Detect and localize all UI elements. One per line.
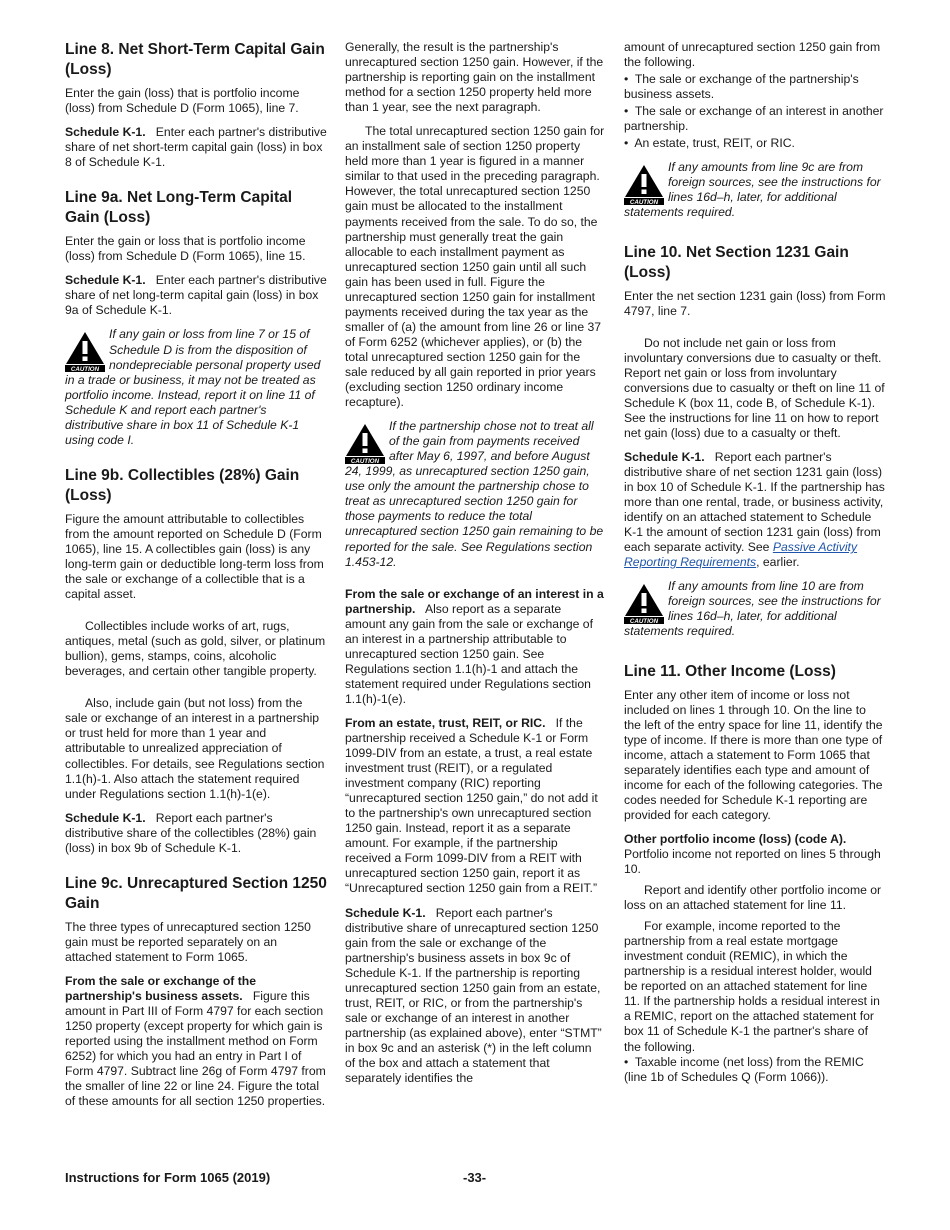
- paragraph: Also, include gain (but not loss) from the sale or exchange of an interest in a partnership or trust held for more than 1 year and attributable to unrealized appreciation of collectibles. For details, see Regulations section 1.1(h)-1. Also attach the statement required under Regulations section 1.1(h)-1(e).: [65, 696, 325, 801]
- heading-line-8: Line 8. Net Short-Term Capital Gain (Loss): [65, 41, 325, 78]
- schedule-k1-paragraph: [65, 811, 327, 856]
- caution-text: If any amounts from line 10 are from foreign sources, see the instructions for lines 16d–h, later, for additional statements required.: [624, 579, 881, 639]
- bullet-text: The sale or exchange of the partnership's business assets.: [624, 72, 859, 102]
- passive-activity-link[interactable]: Passive Activity Reporting Requirements: [624, 540, 858, 570]
- paragraph-text: Figure this amount in Part III of Form 4797 for each section 1250 property (except property for which gain is reported using the installment method on Form 6252) for which you had an entry in Part I of Form 4797. Subtract line 26g of Form 4797 from the smaller of line 22 or line 24. Figure the total of these amounts for all section 1250 properties.: [65, 988, 326, 1109]
- estate-paragraph: [345, 716, 605, 897]
- caution-icon: [65, 330, 105, 372]
- paragraph: Collectibles include works of art, rugs, antiques, metal (such as gold, silver, or platinum bullion), gems, stamps, coins, alcoholic beverages, and certain other tangible property.: [65, 619, 326, 679]
- heading-line-9a: Line 9a. Net Long-Term Capital Gain (Loss): [65, 189, 293, 227]
- paragraph: Do not include net gain or loss from involuntary conversions due to casualty or theft. Report net gain or loss from involuntary conversions due to casualty or theft on line 11 of Schedule K (box 11, code B, of Schedule K-1). See the instructions for line 11 on how to report net gain (loss) due to a casualty or theft.: [624, 335, 885, 440]
- lead-label: Schedule K-1.: [65, 125, 146, 140]
- heading-line-11: Line 11. Other Income (Loss): [624, 662, 836, 680]
- bullet-item: • The sale or exchange of an interest in another partnership.: [624, 104, 884, 134]
- lead-label: Other portfolio income (loss) (code A).: [624, 831, 847, 846]
- caution-icon: [345, 422, 385, 464]
- caution-text: If any gain or loss from line 7 or 15 of Schedule D is from the disposition of nondepreciable personal property used in a trade or business, it may not be treated as portfolio income. Instead, report it on line 11 of Schedule K and report each partner's distributive share in box 11 of Schedule K-1 using code I.: [65, 327, 321, 447]
- paragraph-text: Report each partner's distributive share of unrecaptured section 1250 gain from the sale or exchange of the partnership's business assets in box 9c of Schedule K-1. If the partnership is reporting unrecaptured section 1250 gain from an estate, trust, REIT, or RIC, or from the partnership's sale or exchange of an interest in another partnership (as explained above), enter “STMT” in box 9c and an asterisk (*) in the left column of the box and attach a statement that separately identifies the: [345, 905, 602, 1086]
- paragraph-text: Report each partner's distributive share of the collectibles (28%) gain (loss) in box 9b of Schedule K-1.: [65, 810, 317, 855]
- paragraph: Figure the amount attributable to collectibles from the amount reported on Schedule D (Form 1065), line 15. A collectibles gain (loss) is any long-term gain or deductible long-term loss from the sale or exchange of a collectible that is a capital asset.: [65, 511, 324, 602]
- heading-line-10: Line 10. Net Section 1231 Gain (Loss): [624, 243, 849, 281]
- bullet-item: • Taxable income (net loss) from the REMIC (line 1b of Schedules Q (Form 1066)).: [624, 1054, 864, 1084]
- lead-label: From the sale or exchange of an interest in a partnership.: [345, 586, 604, 616]
- caution-icon-label: CAUTION: [350, 458, 380, 465]
- caution-note: [65, 327, 327, 447]
- page-footer: [65, 1170, 887, 1185]
- footer-title: Instructions for Form 1065 (2019): [65, 1170, 271, 1185]
- bullet-text: Taxable income (net loss) from the REMIC (line 1b of Schedules Q (Form 1066)).: [624, 1054, 864, 1084]
- heading-line-9b: Line 9b. Collectibles (28%) Gain (Loss): [65, 466, 300, 504]
- caution-icon-label: CAUTION: [629, 618, 659, 625]
- caution-icon: [624, 582, 664, 624]
- paragraph-text: , earlier.: [756, 555, 800, 570]
- paragraph-text: Also report as a separate amount any gain from the sale or exchange of an interest in a partnership attributable to unrecaptured section 1250 gain. See Regulations section 1.1(h)-1 and attach the statement required under Regulations section 1.1(h)-1(e).: [345, 601, 593, 706]
- caution-note: [624, 579, 886, 639]
- paragraph-text: Enter each partner's distributive share of net long-term capital gain (loss) in box 9a of Schedule K-1.: [65, 273, 327, 318]
- page-number: -33-: [463, 1170, 487, 1185]
- lead-label: From the sale or exchange of the partnership's business assets.: [65, 973, 256, 1003]
- paragraph: Enter the gain (loss) that is portfolio income (loss) from Schedule D (Form 1065), line 7.: [65, 86, 300, 116]
- column-2: [345, 40, 605, 1095]
- schedule-k1-paragraph: [65, 125, 327, 170]
- bullet-text: The sale or exchange of an interest in another partnership.: [624, 104, 884, 134]
- schedule-k1-paragraph: [345, 906, 605, 1087]
- lead-label: Schedule K-1.: [345, 905, 426, 920]
- paragraph-text: Report each partner's distributive share of net section 1231 gain (loss) in box 10 of Schedule K-1. If the partnership has more than one rental, trade, or business activity, identify on an attached statement to Schedule K-1 the amount of section 1231 gain (loss) from each separate activity. See: [624, 449, 885, 555]
- paragraph: The three types of unrecaptured section 1250 gain must be reported separately on an attached statement to Form 1065.: [65, 919, 311, 964]
- lead-label: Schedule K-1.: [624, 449, 705, 464]
- caution-icon: [624, 163, 664, 205]
- paragraph: Enter the net section 1231 gain (loss) from Form 4797, line 7.: [624, 288, 886, 318]
- lead-label: Schedule K-1.: [65, 273, 146, 288]
- paragraph: Enter the gain or loss that is portfolio income (loss) from Schedule D (Form 1065), line 15.: [65, 234, 306, 264]
- column-1: [65, 40, 327, 1118]
- bullet-item: • The sale or exchange of the partnership's business assets.: [624, 72, 859, 102]
- paragraph-text: Enter each partner's distributive share of net short-term capital gain (loss) in box 8 of Schedule K-1.: [65, 125, 327, 170]
- heading-line-9c: Line 9c. Unrecaptured Section 1250 Gain: [65, 874, 327, 912]
- bullet-text: An estate, trust, REIT, or RIC.: [634, 136, 795, 151]
- interest-paragraph: [345, 587, 605, 707]
- business-assets-paragraph: [65, 974, 327, 1109]
- paragraph-text: Portfolio income not reported on lines 5 through 10.: [624, 846, 881, 877]
- caution-text: If any amounts from line 9c are from foreign sources, see the instructions for lines 16d–h, later, for additional statements required.: [624, 160, 881, 220]
- schedule-k1-paragraph: [65, 273, 327, 318]
- paragraph: Report and identify other portfolio income or loss on an attached statement for line 11.: [624, 883, 882, 913]
- schedule-k1-paragraph: [624, 450, 886, 570]
- paragraph: Enter any other item of income or loss not included on lines 1 through 10. On the line to the left of the entry space for line 11, identify the type of income. If there is more than one type of income, attach a statement to Form 1065 that separately identifies each type and amount of income for each of the following categories. The codes needed for Schedule K-1 reporting are provided for each category.: [624, 687, 883, 822]
- code-a-paragraph: [624, 832, 886, 877]
- paragraph: The total unrecaptured section 1250 gain for an installment sale of section 1250 property held more than 1 year is figured in a manner similar to that used in the preceding paragraph. However, the total unrecaptured section 1250 gain must be allocated to the installment payments received from the sale. To do so, the partnership must generally treat the gain allocable to each installment payment as unrecaptured section 1250 gain until all such gain has been used in full. Figure the unrecaptured section 1250 gain for installment payments received during the tax year as the smaller of (a) the amount from line 26 or line 37 of Form 6252 (whichever applies), or (b) the total unrecaptured section 1250 gain for the sale reduced by all gain reported in prior years (excluding section 1250 ordinary income recapture).: [345, 124, 605, 410]
- lead-label: Schedule K-1.: [65, 810, 146, 825]
- lead-label: From an estate, trust, REIT, or RIC.: [345, 715, 546, 730]
- caution-text: If the partnership chose not to treat all of the gain from payments received after May 6, 1997, and before August 24, 1999, as unrecaptured section 1250 gain, use only the amount the partnership chose to treat as unrecaptured section 1250 gain for those payments to reduce the total unrecaptured section 1250 gain remaining to be reported for the sale. See Regulations section 1.453-12.: [345, 419, 604, 569]
- caution-icon-label: CAUTION: [70, 366, 100, 373]
- paragraph-text: If the partnership received a Schedule K-1 or Form 1099-DIV from an estate, a trust, a real estate investment trust (REIT), or a regulated investment company (RIC) reporting “unrecaptured section 1250 gain,” do not add it to the partnership's own unrecaptured section 1250 gain. Instead, report it as a separate amount. For example, if the partnership received a Form 1099-DIV from a REIT with unrecaptured section 1250 gain, report it as “Unrecaptured section 1250 gain from a REIT.”: [345, 715, 598, 896]
- column-3: [624, 40, 886, 1087]
- bullet-item: • An estate, trust, REIT, or RIC.: [624, 136, 795, 151]
- paragraph: Generally, the result is the partnership's unrecaptured section 1250 gain. However, if the partnership is reporting gain on the installment method for a section 1250 property held more than 1 year, see the next paragraph.: [345, 40, 604, 115]
- paragraph: amount of unrecaptured section 1250 gain from the following.: [624, 40, 881, 70]
- caution-icon-label: CAUTION: [629, 199, 659, 206]
- caution-note: [345, 419, 605, 569]
- paragraph: For example, income reported to the partnership from a real estate mortgage investment conduit (REMIC), in which the partnership is a residual interest holder, would be reported on an attached statement for line 11. If the partnership holds a residual interest in a REMIC, report on the attached statement for box 11 of Schedule K-1 the partner's share of the following.: [624, 919, 880, 1054]
- caution-note: [624, 160, 886, 220]
